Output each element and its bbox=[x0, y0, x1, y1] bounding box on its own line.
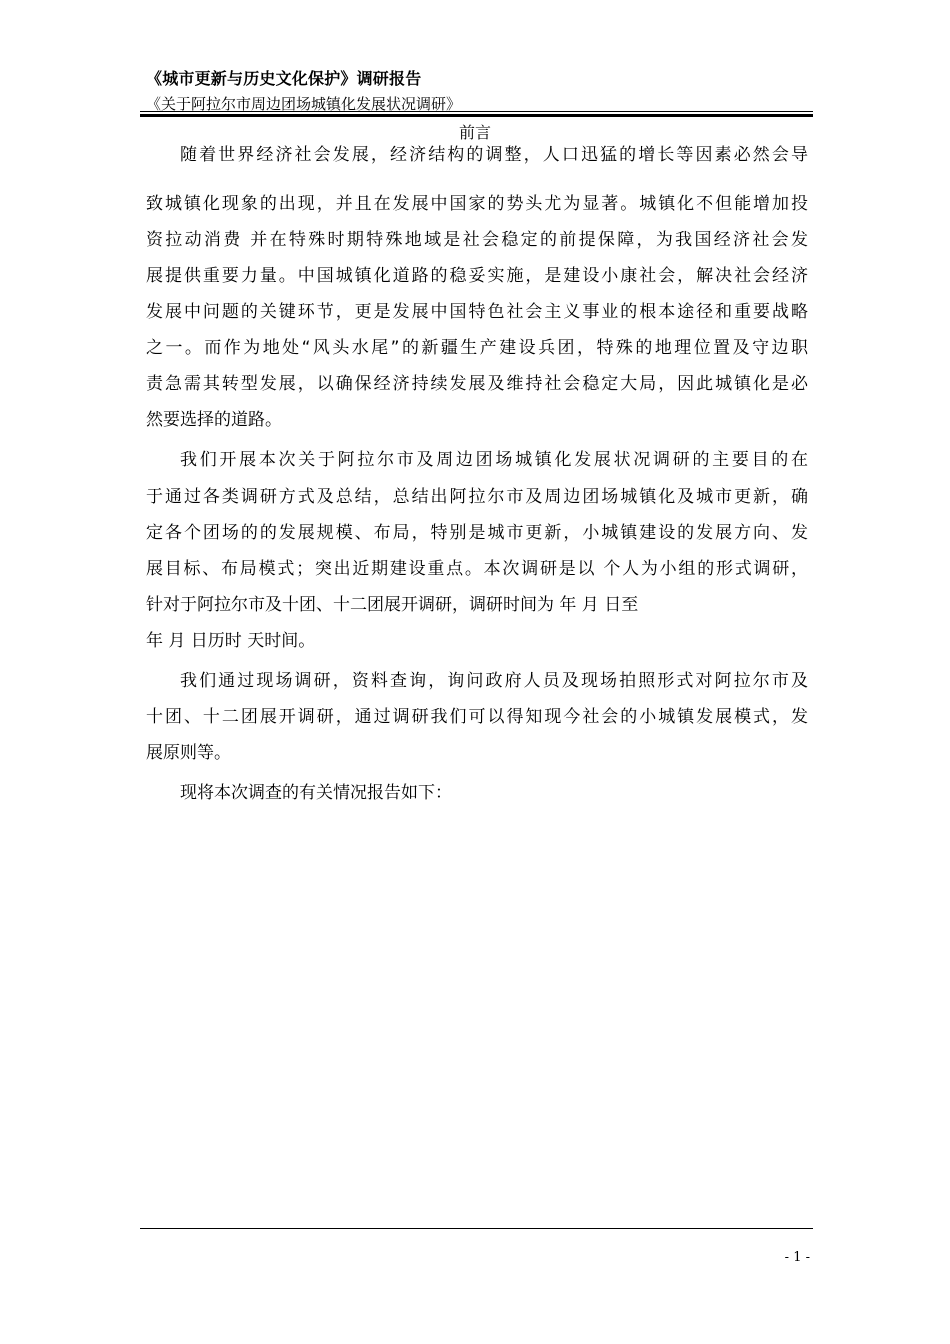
paragraph-2-line-1: 我们开展本次关于阿拉尔市及周边团场城镇化发展状况调研的主要目的在 bbox=[180, 450, 808, 470]
paragraph-1-line-7: 责急需其转型发展，以确保经济持续发展及维持社会稳定大局，因此城镇化是必 bbox=[146, 374, 808, 394]
page-number: - 1 - bbox=[784, 1250, 810, 1265]
paragraph-1-line-4: 展提供重要力量。中国城镇化道路的稳妥实施，是建设小康社会，解决社会经济 bbox=[146, 266, 808, 286]
paragraph-1-line-8: 然要选择的道路。 bbox=[146, 410, 282, 430]
paragraph-3-line-1: 我们通过现场调研，资料查询，询问政府人员及现场拍照形式对阿拉尔市及 bbox=[180, 671, 808, 691]
paragraph-2-line-3: 定各个团场的的发展规模、布局，特别是城市更新，小城镇建设的发展方向、发 bbox=[146, 523, 808, 543]
footer-divider bbox=[140, 1228, 813, 1229]
report-header-title: 《城市更新与历史文化保护》调研报告 bbox=[146, 69, 422, 88]
paragraph-3-line-2: 十团、十二团展开调研，通过调研我们可以得知现今社会的小城镇发展模式，发 bbox=[146, 707, 808, 727]
paragraph-1-line-2: 致城镇化现象的出现，并且在发展中国家的势头尤为显著。城镇化不但能增加投 bbox=[146, 194, 808, 214]
header-divider-thick bbox=[140, 114, 813, 117]
paragraph-4-line-1: 现将本次调查的有关情况报告如下： bbox=[180, 783, 452, 803]
paragraph-2-line-5: 针对于阿拉尔市及十团、十二团展开调研，调研时间为 年 月 日至 bbox=[146, 595, 639, 615]
paragraph-2-line-2: 于通过各类调研方式及总结，总结出阿拉尔市及周边团场城镇化及城市更新，确 bbox=[146, 487, 808, 507]
paragraph-2-line-4: 展目标、布局模式；突出近期建设重点。本次调研是以 个人为小组的形式调研， bbox=[146, 559, 808, 579]
paragraph-1-line-3: 资拉动消费 并在特殊时期特殊地域是社会稳定的前提保障，为我国经济社会发 bbox=[146, 230, 808, 250]
section-title: 前言 bbox=[458, 123, 491, 142]
paragraph-1-line-5: 发展中问题的关键环节，更是发展中国特色社会主义事业的根本途径和重要战略 bbox=[146, 302, 808, 322]
paragraph-1-line-1: 随着世界经济社会发展，经济结构的调整，人口迅猛的增长等因素必然会导 bbox=[180, 145, 808, 165]
report-header-subtitle: 《关于阿拉尔市周边团场城镇化发展状况调研》 bbox=[146, 95, 462, 113]
paragraph-1-line-6: 之一。而作为地处“风头水尾”的新疆生产建设兵团，特殊的地理位置及守边职 bbox=[146, 338, 808, 358]
paragraph-3-line-3: 展原则等。 bbox=[146, 743, 231, 763]
paragraph-2-line-6: 年 月 日历时 天时间。 bbox=[146, 631, 316, 651]
header-divider-thin bbox=[140, 111, 813, 112]
